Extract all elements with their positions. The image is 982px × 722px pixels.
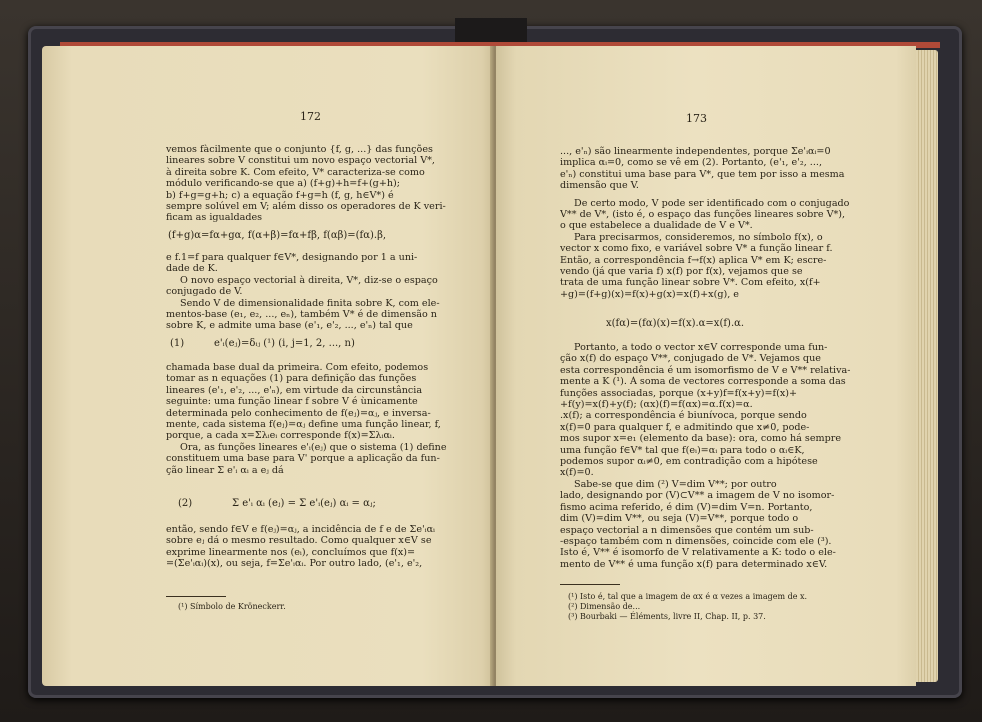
footnote-rule [560,584,620,585]
paragraph: então, sendo f∈V e f(eⱼ)=αⱼ, a incidência de f e de Σe'ᵢαᵢ sobre eⱼ dá o mesmo resultado. Como qualquer x∈V se exprime linearmente nos (eᵢ), concluímos que f(x)= =(Σe'ᵢαᵢ)(x), ou seja, f=Σe'ᵢαᵢ. Por outro lado, (e'₁, e'₂, [166,524,435,570]
paragraph: e f.1=f para qualquer f∈V*, designando por 1 a uni- dade de K. O novo espaço vectorial à direita, V*, diz-se o espaço conjugado de V. Sendo V de dimensionalidade finita sobre K, com ele- mentos-base (e₁, e₂, ..., eₙ), também V* é de dimensão n sobre K, e admite uma base (e'₁, e'₂, ..., e'ₙ) tal que [166,252,440,332]
page-number: 172 [300,110,321,123]
equation-label: (1) [170,338,185,349]
footnote-rule [166,596,226,597]
right-page-edges [916,50,938,682]
paragraph: ..., e'ₙ) são linearmente independentes, porque Σe'ᵢαᵢ=0 implica αᵢ=0, como se vê em (2). Portanto, (e'₁, e'₂, ..., e'ₙ) constitui uma base para V*, que tem por isso a mesma dimensão que V. De certo modo, V pode ser identificado com o conjugado V** de V*, (isto é, o espaço das funções lineares sobre V*), o que estabelece a dualidade de V e V*. Para precisarmos, consideremos, no símbolo f(x), o vector x como fixo, e variável sobre V* a função linear f. Então, a correspondência f→f(x) aplica V* em K; escre- vendo (já que varia f) x(f) por f(x), vejamos que se trata de uma função linear sobre V*. Com efeito, x(f+ +g)=(f+g)(x)=f(x)+g(x)=x(f)+x(g), e [560,146,850,300]
left-page [42,46,494,686]
equation: x(fα)=(fα)(x)=f(x).α=x(f).α. [606,318,745,329]
footnote: (¹) Isto é, tal que a imagem de αx é α vezes a imagem de x. [568,592,808,601]
paragraph: chamada base dual da primeira. Com efeito, podemos tomar as n equações (1) para definição das funções lineares (e'₁, e'₂, ..., e'ₙ), em virtude da circunstância seguinte: uma função linear f sobre V é ùnicamente determinada pelo conhecimento de f(eⱼ)=αⱼ, e inversa- mente, cada sistema f(eⱼ)=αⱼ define uma função linear, f, porque, a cada x=Σλᵢeᵢ corresponde f(x)=Σλᵢαᵢ. Ora, as funções lineares e'ᵢ(eⱼ) que o sistema (1) define constituem uma base para V' porque a aplicação da fun- ção linear Σ e'ᵢ αᵢ a eⱼ dá [166,362,447,476]
book-spine [455,18,527,42]
equation: Σ e'ᵢ αᵢ (eⱼ) = Σ e'ᵢ(eⱼ) αᵢ = αⱼ; [232,498,376,509]
paragraph: Portanto, a todo o vector x∈V corresponde uma fun- ção x(f) do espaço V**, conjugado de V*. Vejamos que esta correspondência é um isomorfismo de V e V** relativa- mente a K (¹). À soma de vectores corresponde a soma das funções associadas, porque (x+y)f=f(x+y)=f(x)+ +f(y)=x(f)+y(f); (αx)(f)=f(αx)=α.f(x)=α. .x(f); a correspondência é biunívoca, porque sendo x(f)=0 para qualquer f, e admitindo que x≠0, pode- mos supor x=e₁ (elemento da base): ora, como há sempre uma função f∈V* tal que f(eᵢ)=αᵢ para todo o αᵢ∈K, podemos supor αᵢ≠0, em contradição com a hipótese x(f)=0. Sabe-se que dim (²) V=dim V**; por outro lado, designando por (V)⊂V** a imagem de V no isomor- fismo acima referido, é dim (V)=dim V=n. Portanto, dim (V)=dim V**, ou seja (V)=V**, porque todo o espaço vectorial a n dimensões que contém um sub- -espaço também com n dimensões, coincide com ele (³). Isto é, V** é isomorfo de V relativamente a K: todo o ele- mento de V** é uma função x(f) para determinado x∈V. [560,342,850,570]
right-page [496,46,916,686]
page-number: 173 [686,112,707,125]
equation-label: (2) [178,498,193,509]
footnote: (²) Dimensão de... [568,602,641,611]
equation: e'ᵢ(eⱼ)=δᵢⱼ (¹) (i, j=1, 2, ..., n) [214,338,355,349]
footnote: (¹) Símbolo de Kröneckerr. [178,602,286,611]
footnote: (³) Bourbaki — Éléments, livre II, Chap. II, p. 37. [568,612,766,621]
paragraph: vemos fàcilmente que o conjunto {f, g, ...} das funções lineares sobre V constitui um novo espaço vectorial V*, à direita sobre K. Com efeito, V* caracteriza-se como módulo verificando-se que a) (f+g)+h=f+(g+h); b) f+g=g+h; c) a equação f+g=h (f, g, h∈V*) é sempre solúvel em V; além disso os operadores de K veri- ficam as igualdades [166,144,446,224]
equation: (f+g)α=fα+gα, f(α+β)=fα+fβ, f(αβ)=(fα).β, [168,230,387,241]
